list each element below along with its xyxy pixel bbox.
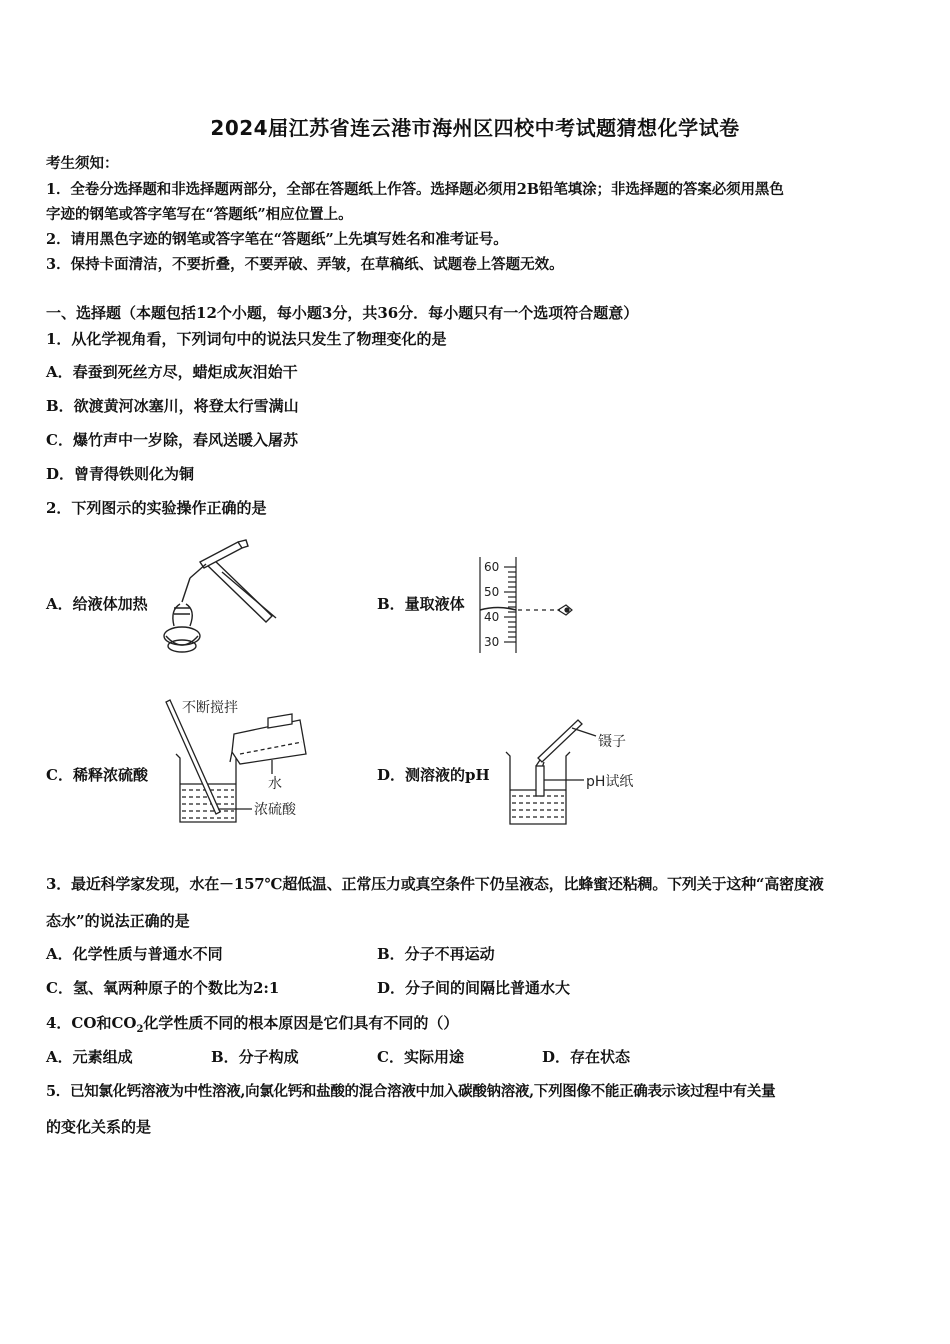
q4-stem-post: 化学性质不同的根本原因是它们具有不同的（）: [143, 1014, 459, 1032]
notice-item-1: 1．全卷分选择题和非选择题两部分，全部在答题纸上作答。选择题必须用2B铅笔填涂；非选择题的答案必须用黑色: [46, 181, 784, 198]
ph-test-figure: [500, 716, 650, 828]
label-conc-acid: 浓硫酸: [254, 802, 296, 818]
q4-option-d: D．存在状态: [542, 1048, 631, 1066]
cylinder-tick-60: 60: [484, 560, 500, 574]
notice-item-2: 2．请用黑色字迹的钢笔或答字笔在“答题纸”上先填写姓名和准考证号。: [46, 231, 508, 248]
q4-stem-pre: 4．CO和CO: [46, 1014, 137, 1032]
label-ph-paper: pH试纸: [586, 774, 634, 790]
q1-option-a: A．春蚕到死丝方尽，蜡炬成灰泪始干: [46, 363, 298, 381]
notice-heading: 考生须知：: [46, 155, 119, 172]
q3-option-d: D．分子间的间隔比普通水大: [377, 979, 571, 997]
q3-option-a: A．化学性质与普通水不同: [46, 945, 223, 963]
q3-stem-line-2: 态水”的说法正确的是: [46, 912, 190, 930]
cylinder-tick-50: 50: [484, 585, 500, 599]
label-water: 水: [268, 776, 282, 792]
q4-option-a: A．元素组成: [46, 1048, 133, 1066]
q2-option-d: D．测溶液的pH: [377, 766, 490, 784]
q4-stem-sub: 2: [136, 1024, 144, 1035]
q3-option-c: C．氢、氧两种原子的个数比为2:1: [46, 979, 280, 997]
q2-option-a: A．给液体加热: [46, 595, 148, 613]
q4-option-b: B．分子构成: [211, 1048, 299, 1066]
section-heading: 一、选择题（本题包括12个小题，每小题3分，共36分．每小题只有一个选项符合题意）: [46, 304, 639, 322]
q4-stem: [46, 1012, 458, 1035]
q1-option-b: B．欲渡黄河冰塞川，将登太行雪满山: [46, 397, 299, 415]
label-stir: 不断搅拌: [182, 700, 238, 716]
q3-option-b: B．分子不再运动: [377, 945, 495, 963]
q1-option-d: D．曾青得铁则化为铜: [46, 465, 195, 483]
page-title: 2024届江苏省连云港市海州区四校中考试题猜想化学试卷: [210, 116, 740, 140]
q5-stem-line-2: 的变化关系的是: [46, 1118, 152, 1136]
q2-option-c: C．稀释浓硫酸: [46, 766, 148, 784]
q3-stem-line-1: 3．最近科学家发现，水在－157℃超低温、正常压力或真空条件下仍呈液态，比蜂蜜还粘稠。下列关于这种“高密度液: [46, 875, 824, 893]
dilute-acid-figure: [160, 694, 320, 829]
q5-stem-line-1: 5．已知氯化钙溶液为中性溶液,向氯化钙和盐酸的混合溶液中加入碳酸钠溶液,下列图像不能正确表示该过程中有关量: [46, 1083, 776, 1100]
q2-stem: 2．下列图示的实验操作正确的是: [46, 499, 267, 517]
q2-option-b: B．量取液体: [377, 595, 465, 613]
q1-stem: 1．从化学视角看，下列词句中的说法只发生了物理变化的是: [46, 330, 447, 348]
notice-item-3: 3．保持卡面清洁，不要折叠，不要弄破、弄皱，在草稿纸、试题卷上答题无效。: [46, 256, 564, 273]
heating-liquid-figure: [160, 538, 285, 658]
cylinder-tick-30: 30: [484, 635, 500, 649]
notice-item-1-cont: 字迹的钢笔或答字笔写在“答题纸”相应位置上。: [46, 206, 353, 223]
cylinder-tick-40: 40: [484, 610, 500, 624]
label-tweezers: 镊子: [598, 734, 626, 750]
q1-option-c: C．爆竹声中一岁除，春风送暖入屠苏: [46, 431, 298, 449]
measuring-cylinder-figure: [476, 555, 586, 655]
q4-option-c: C．实际用途: [377, 1048, 464, 1066]
